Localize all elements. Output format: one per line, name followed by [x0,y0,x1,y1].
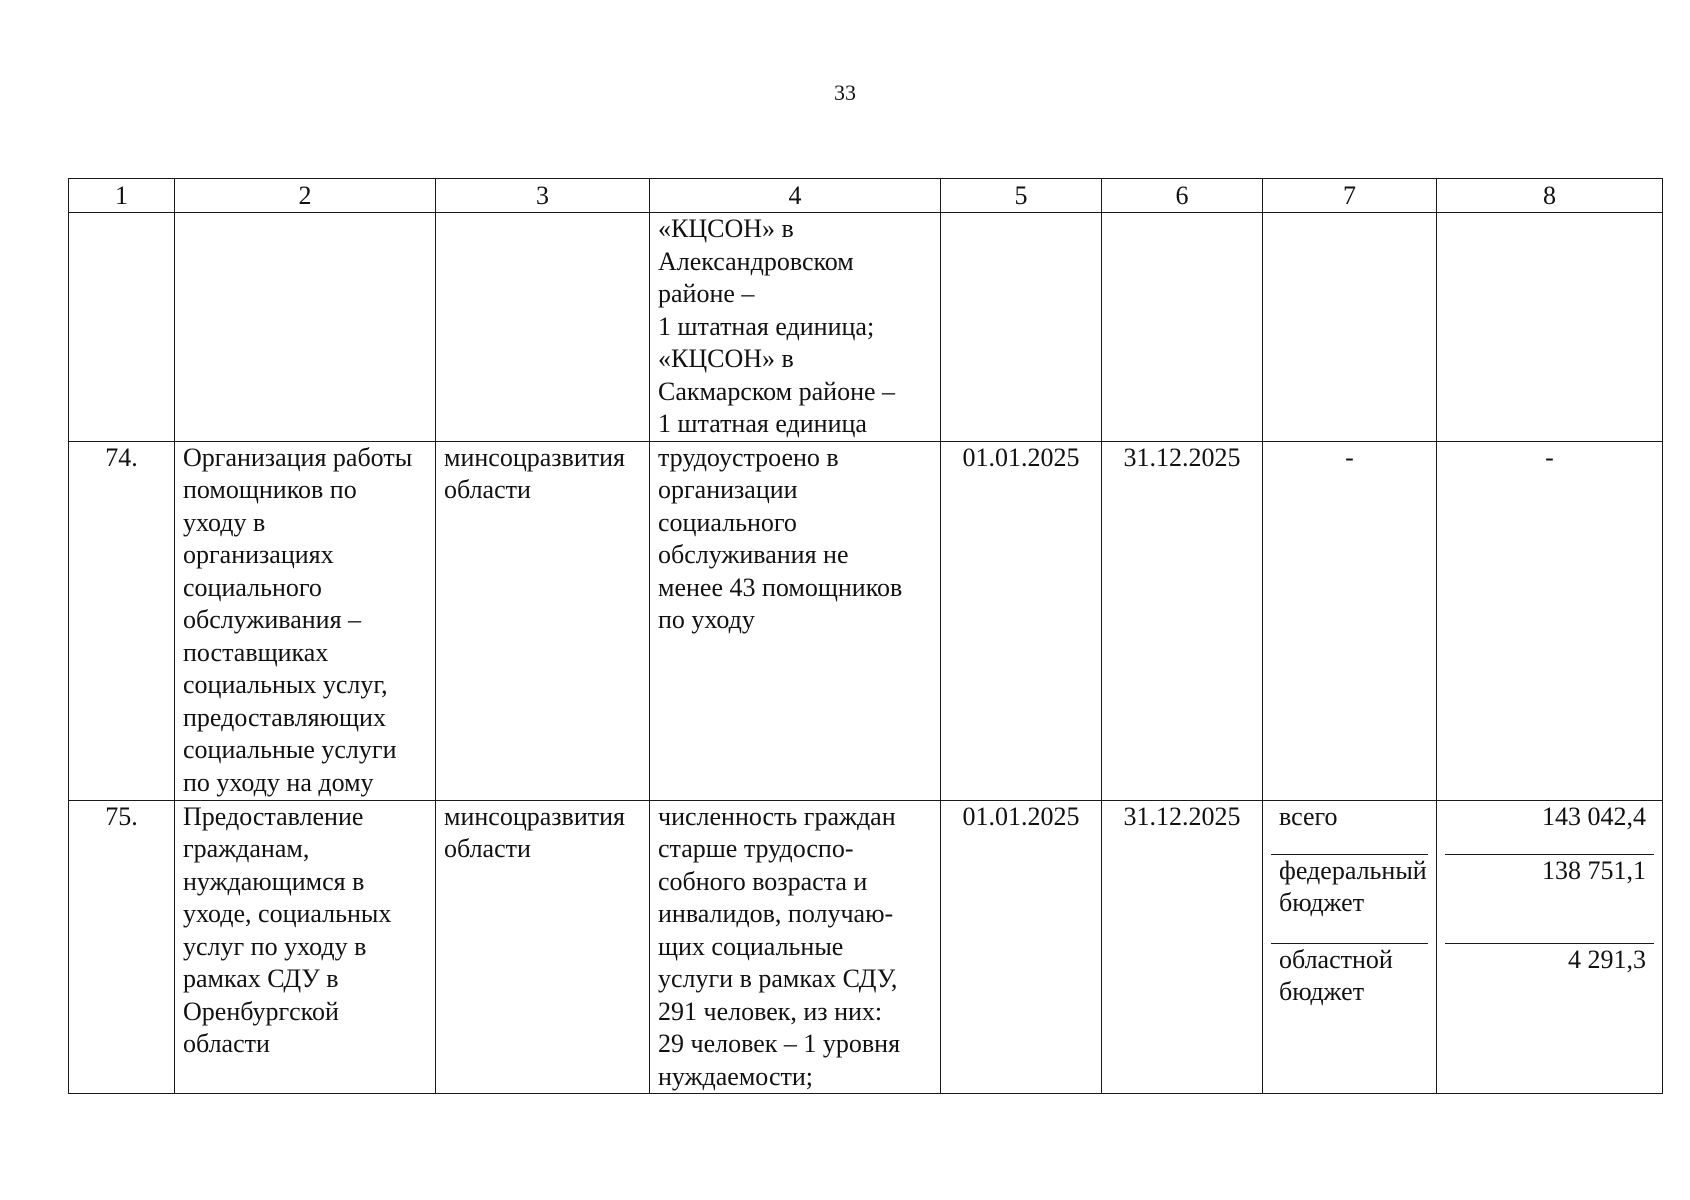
text-line: социального [658,507,797,537]
table-row-75 [69,800,1663,1094]
text-line: Организация работы [183,442,413,472]
amount-value: 143 042,4 [1542,801,1646,831]
text-line: старше трудоспо- [658,834,854,863]
text-line: организации [658,475,798,504]
text-line: 29 человек – 1 уровня [658,1029,901,1058]
expected-result [650,441,941,800]
program-table [68,178,1663,1094]
text-line: Оренбургской [183,996,339,1026]
end-date: 31.12.2025 [1102,800,1263,1094]
text-line: федеральный [1279,855,1427,885]
text-line: 1 штатная единица; [658,311,875,341]
text-line: численность граждан [658,801,896,831]
funding-source-total [1271,801,1428,855]
responsible-executor [436,441,650,800]
text-line: инвалидов, получаю- [658,899,894,928]
text-line: щих социальные [658,931,844,961]
text-line: помощников по [183,475,357,504]
text-line: социальных услуг, [183,670,388,699]
text-line: поставщиках [183,637,329,667]
text-line: бюджет [1279,977,1365,1006]
amount-value: 138 751,1 [1542,855,1646,885]
cell-empty [1102,213,1263,442]
funding-source: - [1263,441,1437,800]
text-line: нуждающимся в [183,866,365,896]
text-line: рамках СДУ в [183,964,339,993]
text-line: предоставляющих [183,702,386,732]
funding-amount-federal [1445,855,1654,944]
text-line: 1 штатная единица [658,409,867,438]
text-line: «КЦСОН» в [658,214,794,243]
cell-empty [175,213,436,442]
cell-empty [1263,213,1437,442]
funding-amount-regional [1445,944,1654,977]
column-header: 3 [436,179,650,213]
column-header: 7 [1263,179,1437,213]
row-number: 75. [69,800,175,1094]
row-number: 74. [69,441,175,800]
text-line: «КЦСОН» в [658,344,794,373]
text-line: области [444,475,531,504]
text-line: социального [183,572,322,602]
text-line: Сакмарском районе – [658,376,896,406]
cell-empty [69,213,175,442]
text-line: гражданам, [183,834,310,863]
start-date: 01.01.2025 [941,800,1102,1094]
text-line: всего [1279,801,1338,831]
text-line: менее 43 помощников [658,572,903,602]
cell-empty [1437,213,1663,442]
cell-empty [941,213,1102,442]
activity-name [175,441,436,800]
column-header: 1 [69,179,175,213]
table-row-74 [69,441,1663,800]
text-line: по уходу на дому [183,767,374,797]
text-line: областной [1279,944,1393,974]
text-line: обслуживания не [658,540,849,569]
table-row-continuation [69,213,1663,442]
text-line: бюджет [1279,888,1365,917]
expected-result [650,800,941,1094]
text-line: Предоставление [183,801,364,831]
funding-amount-total [1445,801,1654,855]
page-number: 33 [834,80,856,105]
funding-amount: - [1437,441,1663,800]
text-line: районе – [658,279,755,308]
text-line: трудоустроено в [658,442,839,472]
column-header: 4 [650,179,941,213]
text-line: Александровском [658,246,854,276]
text-line: нуждаемости; [658,1061,813,1091]
text-line: организациях [183,540,334,569]
funding-sources [1263,800,1437,1094]
text-line: обслуживания – [183,605,362,634]
funding-source-federal [1271,855,1428,944]
text-line: услуги в рамках СДУ, [658,964,898,993]
amount-value: 4 291,3 [1568,944,1646,974]
text-line: собного возраста и [658,866,868,896]
text-line: минсоцразвития [444,442,625,472]
end-date: 31.12.2025 [1102,441,1263,800]
text-line: уходу в [183,507,266,537]
text-line: области [444,834,531,863]
column-header: 6 [1102,179,1263,213]
cell-empty [436,213,650,442]
text-line: по уходу [658,605,755,634]
table-header-row [69,179,1663,213]
column-header: 2 [175,179,436,213]
funding-amounts [1437,800,1663,1094]
text-line: 291 человек, из них: [658,996,883,1026]
funding-source-regional [1271,944,1428,1009]
text-line: минсоцразвития [444,801,625,831]
text-line: социальные услуги [183,735,397,764]
continuation-result [650,213,941,442]
activity-name [175,800,436,1094]
text-line: уходе, социальных [183,899,392,928]
responsible-executor [436,800,650,1094]
text-line: услуг по уходу в [183,931,367,961]
column-header: 5 [941,179,1102,213]
start-date: 01.01.2025 [941,441,1102,800]
text-line: области [183,1029,270,1058]
column-header: 8 [1437,179,1663,213]
